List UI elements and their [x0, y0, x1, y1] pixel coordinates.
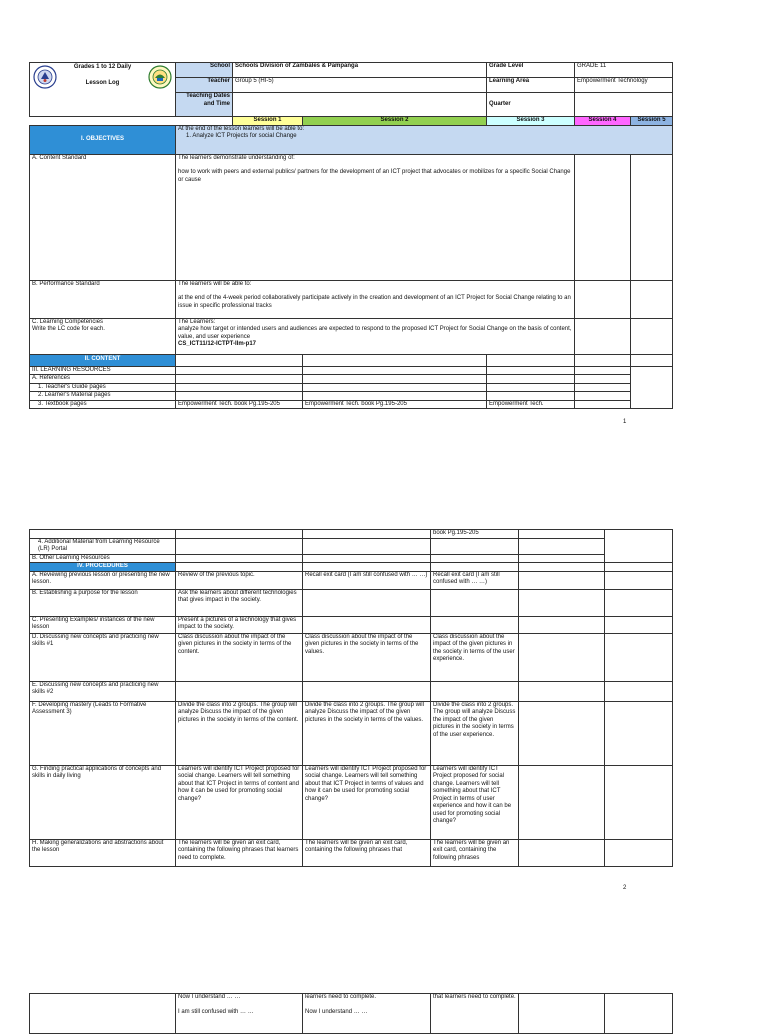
procedure-s2: Learners will identify ICT Project proposed for social change. Learners will tell something about that ICT Project in terms of values and how it can be used for promoting social change?: [303, 765, 431, 839]
procedure-s2: [303, 681, 431, 701]
procedure-label: F. Developing mastery (Leads to Formative Assessment 3): [30, 701, 176, 765]
title-line2: Lesson Log: [85, 79, 120, 86]
procedure-s2: Recall exit card (I am still confused with … …): [303, 571, 431, 589]
performance-standard-text2: at the end of the 4-week period collaboratively participate actively in the creation and development of an ICT Project for Social Change relating to an issue in specific professional tracks: [178, 295, 571, 309]
content-standard-text1: The learners demonstrate understanding of:: [178, 154, 295, 161]
grade-value: GRADE 11: [575, 63, 673, 78]
school-label: School: [176, 63, 233, 78]
procedure-label: A. Reviewing previous lesson or presenting the new lesson.: [30, 571, 176, 589]
procedure-row-f: [30, 701, 673, 765]
session-header-row: [30, 117, 673, 126]
procedures-label: IV. PROCEDURES: [30, 563, 176, 572]
competencies-label: C. Learning Competencies Write the LC code for each.: [30, 318, 176, 354]
procedure-row-h: [30, 839, 673, 866]
procedure-row-e: [30, 681, 673, 701]
grade-label: Grade Level: [487, 63, 575, 78]
content-label: II. CONTENT: [30, 354, 176, 366]
procedure-s2: Divide the class into 2 groups. The group will analyze Discuss the impact of the given pictures in the society in terms of the values.: [303, 701, 431, 765]
session-5-header: Session 5: [631, 117, 673, 126]
page3-s1: [176, 994, 303, 1034]
procedure-s2: The learners will be given an exit card, containing the following phrases that: [303, 839, 431, 866]
page3-s2: [303, 994, 431, 1034]
deped-seal-icon: [33, 65, 57, 89]
page3-s3: that learners need to complete.: [431, 994, 519, 1034]
procedure-label: H. Making generalizations and abstractions about the lesson: [30, 839, 176, 866]
procedure-label: D. Discussing new concepts and practicing new skills #1: [30, 633, 176, 681]
quarter-value: [575, 93, 673, 117]
lesson-log-table-page2: [29, 529, 673, 867]
procedure-s2: [303, 616, 431, 633]
objectives-text1: At the end of the lesson learners will be able to:: [178, 125, 305, 132]
page-number-2: 2: [623, 885, 627, 891]
procedure-label: B. Establishing a purpose for the lesson: [30, 589, 176, 616]
procedure-s3: The learners will be given an exit card, containing the following phrases: [431, 839, 519, 866]
teacher-label: Teacher: [176, 78, 233, 93]
division-seal-icon: [148, 65, 172, 89]
resources-label: III. LEARNING RESOURCES: [30, 366, 176, 375]
page3-s1-line2: I am still confused with … …: [178, 1008, 254, 1015]
procedure-row-c: [30, 616, 673, 633]
content-standard-text: [176, 154, 575, 280]
session-1-header: Session 1: [233, 117, 303, 126]
session-2-header: Session 2: [303, 117, 487, 126]
header-logo-cell: [30, 63, 176, 117]
lesson-log-table-page1: [29, 62, 673, 409]
objectives-text2: 1. Analyze ICT Projects for social Change: [186, 133, 297, 139]
procedure-s1: Learners will identify ICT Project proposed for social change. Learners will tell something about that ICT Project in terms of content and how it can be used for promoting social change?: [176, 765, 303, 839]
procedure-row-g: [30, 765, 673, 839]
procedure-s1: The learners will be given an exit card, containing the following phrases that learners need to complete.: [176, 839, 303, 866]
title-line1: Grades 1 to 12 Daily: [73, 64, 132, 70]
content-standard-label: A. Content Standard: [30, 154, 176, 280]
procedure-s1: Divide the class into 2 groups. The group will analyze Discuss the impact of the given pictures in the society in terms of the content.: [176, 701, 303, 765]
content-standard-text2: how to work with peers and external publics/ partners for the development of an ICT project that advocates or mobilizes for a specific Social Change or cause: [178, 169, 571, 183]
procedure-s3: Recall exit card (I am still confused with … …): [431, 571, 519, 589]
procedure-s2: Class discussion about the impact of the given pictures in the society in terms of the values.: [303, 633, 431, 681]
procedure-s1: Class discussion about the impact of the given pictures in the society in terms of the content.: [176, 633, 303, 681]
objectives-label: I. OBJECTIVES: [30, 125, 176, 154]
other-resources-label: B. Other Learning Resources: [30, 554, 176, 563]
procedure-s1: Review of the previous topic.: [176, 571, 303, 589]
textbook-s3: Empowerment Tech.: [487, 400, 575, 409]
textbook-label: 3. Textbook pages: [30, 400, 176, 409]
dates-value: [233, 93, 487, 117]
competencies-text2: analyze how target or intended users and audiences are expected to respond to the proposed ICT Project for Social Change on the basis of content, value, and user experience: [178, 326, 572, 340]
school-value: Schools Division of Zambales & Pampanga: [233, 63, 487, 78]
references-label: A. References: [30, 375, 176, 384]
session-4-header: Session 4: [575, 117, 631, 126]
procedure-s3: Learners will identify ICT Project proposed for social change. Learners will tell something about that ICT Project in terms of user experience and how it can be used for promoting social change?: [431, 765, 519, 839]
procedure-label: E. Discussing new concepts and practicing new skills #2: [30, 681, 176, 701]
procedure-s1: [176, 681, 303, 701]
procedure-s3: Divide the class into 2 groups. The group will analyze Discuss the impact of the given pictures in the society in terms of the user experience.: [431, 701, 519, 765]
procedure-label: G. Finding practical applications of concepts and skills in daily living: [30, 765, 176, 839]
procedure-row-b: [30, 589, 673, 616]
procedure-row-d: [30, 633, 673, 681]
session-3-header: Session 3: [487, 117, 575, 126]
procedure-label: C. Presenting Examples/ instances of the new lesson: [30, 616, 176, 633]
dates-label: Teaching Dates and Time: [176, 93, 233, 117]
textbook-s2: Empowerment Tech. book Pg.195-205: [303, 400, 487, 409]
procedure-s2: [303, 589, 431, 616]
objectives-text: [176, 125, 673, 154]
performance-standard-text: [176, 280, 575, 318]
competencies-text1: The Learners:: [178, 318, 216, 325]
teacher-guide-label: 1. Teacher's Guide pages: [30, 383, 176, 392]
procedure-s3: [431, 616, 519, 633]
procedure-s3: [431, 681, 519, 701]
procedure-s1: Present a pictures of a technology that gives impact to the society.: [176, 616, 303, 633]
area-label: Learning Area: [487, 78, 575, 93]
teacher-value: Group 5 (HI-5): [233, 78, 487, 93]
procedure-s3: Class discussion about the impact of the given pictures in the society in terms of the user experience.: [431, 633, 519, 681]
page-number-1: 1: [623, 419, 627, 425]
performance-standard-label: B. Performance Standard: [30, 280, 176, 318]
lesson-log-table-page3: [29, 993, 673, 1034]
quarter-label: Quarter: [487, 93, 575, 117]
area-value: Empowerment Technology: [575, 78, 673, 93]
performance-standard-text1: The learners will be able to:: [178, 280, 252, 287]
page3-s1-line1: Now I understand … …: [178, 994, 241, 1000]
procedure-s1: Ask the learners about different technologies that gives impact in the society.: [176, 589, 303, 616]
learner-material-label: 2. Learner's Material pages: [30, 392, 176, 401]
textbook-s3-cont: book Pg.195-205: [431, 530, 519, 539]
page3-s2-line1: learners need to complete.: [305, 994, 377, 1000]
competencies-code: CS_ICT11/12-ICTPT-IIm-p17: [178, 341, 257, 347]
page3-s2-line2: Now I understand … …: [305, 1008, 368, 1015]
procedure-s3: [431, 589, 519, 616]
textbook-s1: Empowerment Tech. book Pg.195-205: [176, 400, 303, 409]
competencies-text: [176, 318, 575, 354]
procedure-row-a: [30, 571, 673, 589]
additional-material-label: 4. Additional Material from Learning Resource (LR) Portal: [30, 538, 176, 554]
